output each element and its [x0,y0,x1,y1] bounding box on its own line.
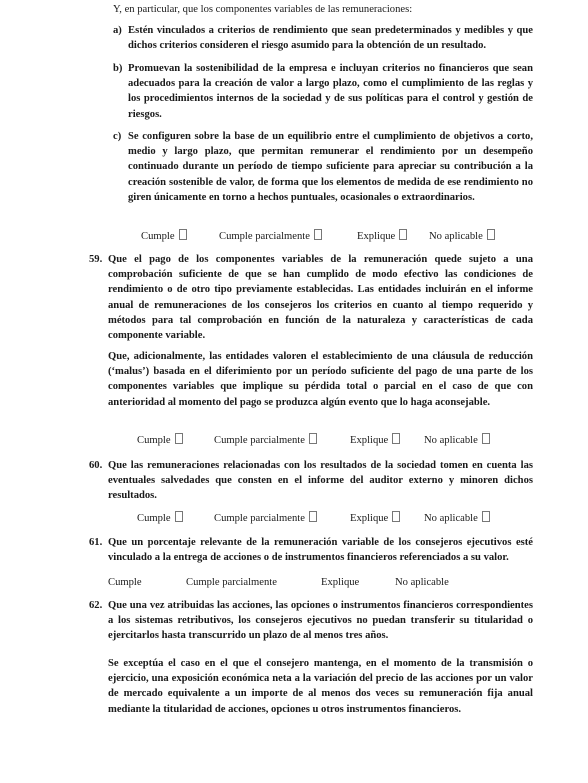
option-explique[interactable]: Explique [321,577,360,588]
option-cumple[interactable]: Cumple [137,511,183,526]
item-text: Que el pago de los componentes variables de la remuneración quede sujeto a una comprobación suficiente de que se han cumplido de modo efectivo las condiciones de rendimiento o de otro tipo previamente establecidas. Las entidades incluirán en el informe anual de remuneraciones de los consejeros los criterios en cuanto al tiempo requerido y métodos para tal comprobación en función de la naturaleza y características de cada componente variable. [108,254,533,342]
option-explique[interactable]: Explique [357,229,407,244]
option-explique[interactable]: Explique [350,511,400,526]
checkbox-icon[interactable] [309,511,317,522]
option-cumple[interactable]: Cumple [141,229,187,244]
sub-item-a [113,23,533,53]
option-no-aplicable[interactable]: No aplicable [424,511,490,526]
item-number: 61. [89,537,103,548]
option-cumple[interactable]: Cumple [108,577,142,588]
option-no-aplicable[interactable]: No aplicable [424,433,490,448]
sub-item-c [113,129,533,205]
sub-item-label: b) [113,63,123,74]
option-cumple[interactable]: Cumple [137,433,183,448]
checkbox-icon[interactable] [482,433,490,444]
option-cumple-parcialmente[interactable]: Cumple parcialmente [214,433,317,448]
checkbox-icon[interactable] [399,229,407,240]
recommendation-61 [89,535,533,565]
sub-item-text: Se configuren sobre la base de un equilibrio entre el cumplimiento de objetivos a corto, medio y largo plazo, que permitan remunerar el rendimiento por un desempeño continuado durante un período de tiempo suficiente para apreciar su contribución a la creación sostenible de valor, de forma que los elementos de medida de ese rendimiento no giren únicamente en torno a hechos puntuales, ocasionales o extraordinarios. [128,131,533,203]
checkbox-icon[interactable] [309,433,317,444]
sub-item-b [113,61,533,122]
sub-item-label: a) [113,25,122,36]
checkbox-icon[interactable] [314,229,322,240]
sub-item-label: c) [113,131,122,142]
checkbox-icon[interactable] [392,433,400,444]
option-explique[interactable]: Explique [350,433,400,448]
option-no-aplicable[interactable]: No aplicable [395,577,449,588]
item-text: Que una vez atribuidas las acciones, las opciones o instrumentos financieros correspondientes a los sistemas retributivos, los consejeros ejecutivos no puedan transferir su titularidad o ejercitarlos hasta transcurrido un plazo de al menos tres años. [108,600,533,642]
item-text: Que las remuneraciones relacionadas con los resultados de la sociedad tomen en cuenta las eventuales salvedades que consten en el informe del auditor externo y minoren dichos resultados. [108,460,533,502]
recommendation-62-extra: Se exceptúa el caso en el que el consejero mantenga, en el momento de la transmisión o ejercicio, una exposición económica neta a la variación del precio de las acciones por un valor de mercado equivalente a un importe de al menos dos veces su remuneración fija anual mediante la titularidad de acciones, opciones u otros instrumentos financieros. [108,658,533,715]
checkbox-icon[interactable] [175,433,183,444]
item-number: 59. [89,254,103,265]
checkbox-icon[interactable] [482,511,490,522]
recommendation-59 [89,252,533,343]
checkbox-icon[interactable] [179,229,187,240]
item-number: 60. [89,460,103,471]
recommendation-62 [89,598,533,644]
recommendation-59-extra: Que, adicionalmente, las entidades valoren el establecimiento de una cláusula de reducción (‘malus’) basada en el diferimiento por un período suficiente del pago de una parte de los componentes variables que implique su pérdida total o parcial en el caso de que con anterioridad al momento del pago se produzca algún evento que lo haga aconsejable. [108,351,533,408]
option-cumple-parcialmente[interactable]: Cumple parcialmente [186,577,277,588]
recommendation-60 [89,458,533,504]
checkbox-icon[interactable] [175,511,183,522]
item-text: Que un porcentaje relevante de la remuneración variable de los consejeros ejecutivos esté vinculado a la entrega de acciones o de instrumentos financieros referenciados a su valor. [108,537,533,564]
sub-item-text: Promuevan la sostenibilidad de la empresa e incluyan criterios no financieros que sean adecuados para la creación de valor a largo plazo, como el cumplimiento de las reglas y los procedimientos internos de la sociedad y de sus políticas para el control y gestión de riesgos. [128,63,533,120]
checkbox-icon[interactable] [487,229,495,240]
checkbox-icon[interactable] [392,511,400,522]
option-cumple-parcialmente[interactable]: Cumple parcialmente [219,229,322,244]
option-no-aplicable[interactable]: No aplicable [429,229,495,244]
intro-text: Y, en particular, que los componentes variables de las remuneraciones: [113,4,413,15]
sub-item-text: Estén vinculados a criterios de rendimiento que sean predeterminados y medibles y que dichos criterios consideren el riesgo asumido para la obtención de un resultado. [128,25,533,52]
option-cumple-parcialmente[interactable]: Cumple parcialmente [214,511,317,526]
item-number: 62. [89,600,103,611]
